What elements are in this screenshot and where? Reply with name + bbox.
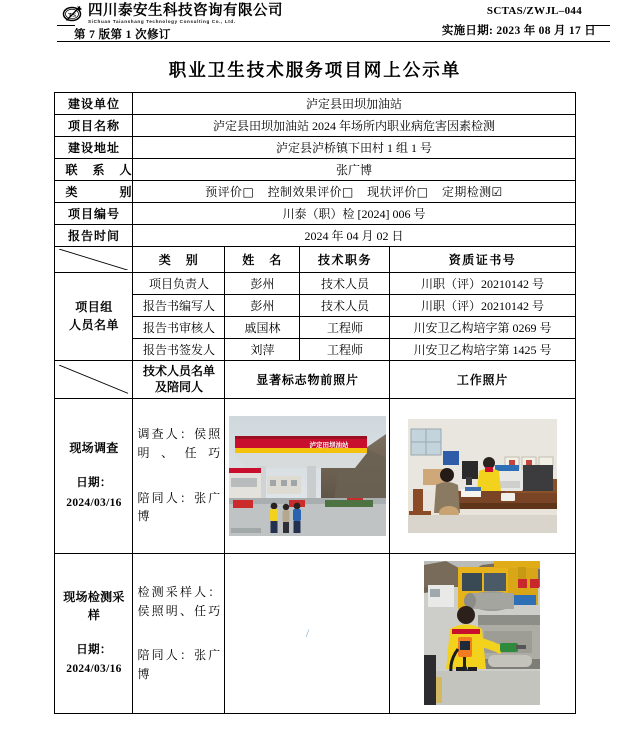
- table-row: [55, 159, 575, 181]
- photo-col-header-work: 工作照片: [390, 361, 575, 398]
- accompanying-personnel-line: 陪同人：张广博: [137, 490, 221, 524]
- personnel-col-header-category: 类 别: [133, 247, 225, 273]
- personnel-cell-name: 戚国林: [225, 317, 300, 339]
- photo-section-date-label: 日期：: [76, 643, 112, 656]
- sampling-personnel-line: 检测采样人：侯照明、任巧: [137, 584, 221, 618]
- personnel-cell-title: 技术人员: [300, 295, 390, 317]
- personnel-cell-name: 刘萍: [225, 339, 300, 361]
- page-title: 职业卫生技术服务项目网上公示单: [168, 60, 462, 80]
- photo-section-label-site-survey: [55, 398, 133, 553]
- photo-col-header-personnel-line2: 及陪同人: [154, 380, 203, 395]
- row-label-project-name: 项目名称: [55, 115, 133, 137]
- category-option-pre-evaluation[interactable]: [205, 185, 254, 199]
- document-code: SCTAS/ZWJL–044: [486, 5, 582, 17]
- row-label-report-time: 报告时间: [55, 225, 133, 247]
- personnel-group-label-line1: 项目组: [75, 300, 113, 315]
- table-row: [55, 273, 575, 295]
- marker-photo-placeholder-site-sampling: /: [225, 553, 390, 713]
- personnel-group-label-line2: 人员名单: [68, 317, 119, 332]
- table-row: [55, 93, 575, 115]
- header-rule-bottom: [57, 41, 610, 42]
- survey-personnel-line: 调查人：侯照明、任巧: [137, 427, 221, 460]
- work-photo-cell-site-survey: [390, 398, 575, 553]
- revision-label: 第 7 版第 1 次修订: [74, 29, 171, 41]
- photo-section-personnel-site-sampling: [133, 553, 225, 713]
- work-photo-cell-site-sampling: [390, 553, 575, 713]
- table-row: [55, 115, 575, 137]
- header-rule-left: [57, 25, 75, 26]
- sampling-fuel-truck-photo: [422, 559, 542, 707]
- checkbox-checked-icon[interactable]: ☑: [491, 185, 503, 199]
- table-row: [55, 247, 575, 273]
- personnel-col-header-name: 姓 名: [225, 247, 300, 273]
- table-row: [55, 295, 575, 317]
- photo-section-personnel-site-survey: [133, 398, 225, 553]
- accompanying-personnel-line: 陪同人：张广博: [137, 648, 221, 681]
- checkbox-unchecked-icon[interactable]: □: [342, 185, 354, 199]
- personnel-cell-role: 报告书审核人: [133, 317, 225, 339]
- table-row: [55, 339, 575, 361]
- row-value-category: [133, 181, 575, 203]
- personnel-col-header-title: 技术职务: [300, 247, 390, 273]
- personnel-cell-title: 技术人员: [300, 273, 390, 295]
- row-label-construction-address: 建设地址: [55, 137, 133, 159]
- personnel-cell-title: 工程师: [300, 339, 390, 361]
- checkbox-unchecked-icon[interactable]: □: [242, 185, 255, 199]
- public-notice-table: [54, 92, 575, 714]
- personnel-cell-name: 彭州: [225, 273, 300, 295]
- photo-section-date-value: 2024/03/16: [66, 496, 122, 509]
- personnel-cell-name: 彭州: [225, 295, 300, 317]
- personnel-cell-role: 项目负责人: [133, 273, 225, 295]
- row-label-construction-unit: 建设单位: [55, 93, 133, 115]
- photo-col-header-personnel: [133, 361, 225, 398]
- svg-text:泸定田坝油站: 泸定田坝油站: [309, 441, 349, 449]
- personnel-cell-role: 报告书编写人: [133, 295, 225, 317]
- photo-section-stage: 现场调查: [69, 441, 119, 456]
- personnel-cell-role: 报告书签发人: [133, 339, 225, 361]
- row-label-project-number: 项目编号: [55, 203, 133, 225]
- table-row: [55, 225, 575, 247]
- company-logo-block: [62, 3, 283, 25]
- photo-diagonal-header-cell: [55, 361, 133, 398]
- category-option-label: 预评价: [205, 185, 243, 199]
- company-name-cn: 四川泰安生科技咨询有限公司: [88, 3, 283, 19]
- checkbox-unchecked-icon[interactable]: □: [416, 185, 429, 199]
- document-header: [0, 0, 630, 46]
- marker-photo-cell-site-survey: [225, 398, 390, 553]
- personnel-cell-certificate: 川职（评）20210142 号: [390, 273, 575, 295]
- personnel-cell-certificate: 川职（评）20210142 号: [390, 295, 575, 317]
- row-value-report-time: 2024 年 04 月 02 日: [133, 225, 575, 247]
- table-row: [55, 398, 575, 553]
- category-option-label: 控制效果评价: [267, 185, 343, 199]
- row-value-project-name: 泸定县田坝加油站 2024 年场所内职业病危害因素检测: [133, 115, 575, 137]
- company-name-en: SiChuan Taianshang Technology Consulting Co., Ltd.: [88, 19, 236, 24]
- row-value-construction-unit: 泸定县田坝加油站: [133, 93, 575, 115]
- category-option-periodic-detection[interactable]: [442, 185, 503, 199]
- personnel-cell-title: 工程师: [300, 317, 390, 339]
- table-row: [55, 203, 575, 225]
- office-interview-photo: [405, 415, 560, 537]
- photo-section-stage: 现场检测采样: [63, 589, 125, 622]
- category-option-label: 现状评价: [367, 185, 417, 199]
- category-option-control-effect[interactable]: [268, 185, 354, 199]
- category-option-label: 定期检测: [441, 185, 492, 199]
- row-label-contact-person: 联 系 人: [55, 159, 133, 181]
- table-row: [55, 181, 575, 203]
- photo-col-header-marker: 显著标志物前照片: [225, 361, 390, 398]
- header-rule-right: [586, 25, 610, 26]
- table-row: [55, 317, 575, 339]
- photo-col-header-personnel-line1: 技术人员名单: [142, 364, 215, 379]
- svg-text:TS: TS: [68, 11, 76, 19]
- table-row: [55, 553, 575, 713]
- gas-station-front-photo: [229, 416, 386, 536]
- personnel-cell-certificate: 川安卫乙构培字第 1425 号: [390, 339, 575, 361]
- personnel-cell-certificate: 川安卫乙构培字第 0269 号: [390, 317, 575, 339]
- row-value-contact-person: 张广博: [133, 159, 575, 181]
- row-value-project-number: 川泰（职）检 [2024] 006 号: [133, 203, 575, 225]
- tsa-logo-icon: [62, 3, 84, 25]
- implementation-date: 实施日期: 2023 年 08 月 17 日: [441, 25, 596, 37]
- row-label-category: 类 别: [55, 181, 133, 203]
- photo-section-label-site-sampling: [55, 553, 133, 713]
- photo-section-date-value: 2024/03/16: [66, 663, 122, 676]
- photo-section-date-label: 日期：: [76, 477, 112, 490]
- personnel-col-header-certificate: 资质证书号: [390, 247, 575, 273]
- personnel-diagonal-header-cell: [55, 247, 133, 273]
- table-row: [55, 361, 575, 398]
- row-value-construction-address: 泸定县泸桥镇下田村 1 组 1 号: [133, 137, 575, 159]
- table-row: [55, 137, 575, 159]
- category-option-current-status[interactable]: [367, 185, 428, 199]
- personnel-group-label: [55, 273, 133, 361]
